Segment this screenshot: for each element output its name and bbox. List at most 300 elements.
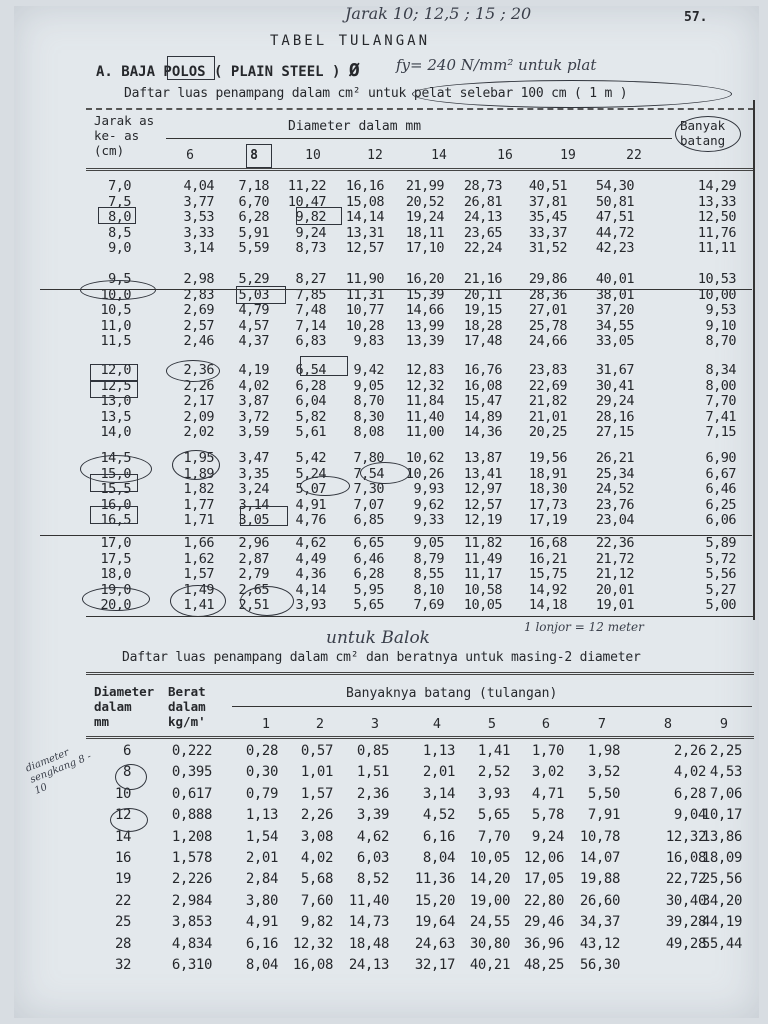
table1-cell: 18,11 xyxy=(405,224,444,241)
table2-cell: 6,28 xyxy=(673,785,706,802)
table1-cell: 14,14 xyxy=(345,209,384,225)
table1-cell: 10,00 xyxy=(697,286,736,303)
table2-cell: 34,20 xyxy=(701,892,742,909)
table2-cell: 7,91 xyxy=(587,807,620,824)
table1-cell: 21,12 xyxy=(595,566,634,582)
table1-row xyxy=(0,424,768,438)
table1-cell: 17,19 xyxy=(528,512,567,528)
table2-banyak-rule xyxy=(232,706,752,707)
table2-cell: 39,28 xyxy=(665,914,706,931)
table1-cell: 7,70 xyxy=(705,393,736,409)
table2-cell: 1,41 xyxy=(477,743,510,759)
berat-cell: 4,834 xyxy=(171,935,212,952)
jarak-cell: 16,5 xyxy=(100,512,131,528)
diameter-cell: 19 xyxy=(114,871,131,888)
table1-cell: 5,07 xyxy=(295,481,326,497)
table1-cell: 6,06 xyxy=(705,512,736,528)
jarak-cell: 12,0 xyxy=(100,362,131,378)
table2-caption: Daftar luas penampang dalam cm² dan beratnya untuk masing-2 diameter xyxy=(122,650,641,665)
table1-cell: 34,55 xyxy=(595,317,634,334)
table1-cell: 22,69 xyxy=(528,377,567,394)
count-header-6: 6 xyxy=(541,716,551,732)
table1-cell: 1,49 xyxy=(183,581,214,598)
table1-cell: 9,05 xyxy=(413,535,444,551)
count-header-7: 7 xyxy=(597,716,607,732)
jarak-cell: 7,0 xyxy=(108,178,131,194)
jarak-cell: 14,5 xyxy=(100,450,131,466)
diameter-header-22: 22 xyxy=(626,148,642,163)
table1-row xyxy=(0,302,768,316)
table1-cell: 13,33 xyxy=(697,193,736,210)
table1-cell: 31,52 xyxy=(528,240,567,256)
table1-cell: 3,47 xyxy=(238,450,269,466)
table2-cell: 0,85 xyxy=(356,743,389,759)
table1-cell: 3,59 xyxy=(238,424,269,440)
table2-cell: 29,46 xyxy=(523,914,564,931)
table1-cell: 2,17 xyxy=(183,393,214,409)
table2-cell: 6,16 xyxy=(422,828,455,845)
table1-cell: 13,41 xyxy=(463,465,502,482)
table1-cell: 16,16 xyxy=(345,178,384,194)
annotation-circle xyxy=(170,585,226,617)
table2-cell: 6,03 xyxy=(356,850,389,866)
count-header-5: 5 xyxy=(487,716,497,732)
table1-cell: 12,19 xyxy=(463,512,502,528)
table2-cell: 19,64 xyxy=(414,914,455,931)
table2-row xyxy=(0,829,768,849)
table1-cell: 12,50 xyxy=(697,209,736,225)
table1-cell: 8,73 xyxy=(295,240,326,256)
handwritten-spacing-note: Jarak 10; 12,5 ; 15 ; 20 xyxy=(345,4,532,23)
table1-cell: 22,24 xyxy=(463,240,502,256)
table1-cell: 6,46 xyxy=(705,481,736,497)
table1-cell: 6,70 xyxy=(238,193,269,210)
table1-cell: 12,83 xyxy=(405,362,444,378)
table1-cell: 27,15 xyxy=(595,424,634,440)
table2-cell: 9,24 xyxy=(531,828,564,845)
table1-cell: 4,37 xyxy=(238,333,269,349)
table1-cell: 29,24 xyxy=(595,393,634,409)
table1-cell: 9,10 xyxy=(705,317,736,334)
table1-cell: 5,61 xyxy=(295,424,326,440)
jarak-cell: 11,5 xyxy=(100,333,131,349)
table1-cell: 1,66 xyxy=(183,535,214,551)
table1-cell: 38,01 xyxy=(595,286,634,303)
table2-cell: 7,70 xyxy=(477,828,510,845)
berat-cell: 1,578 xyxy=(171,850,212,866)
table2-cell: 0,57 xyxy=(300,743,333,759)
table1-cell: 18,30 xyxy=(528,481,567,497)
table2-cell: 36,96 xyxy=(523,935,564,952)
table1-cell: 11,11 xyxy=(697,240,736,256)
table1-cell: 40,51 xyxy=(528,178,567,194)
table1-cell: 7,48 xyxy=(295,302,326,318)
table1-cell: 50,81 xyxy=(595,193,634,210)
jarak-cell: 10,5 xyxy=(100,302,131,318)
table1-cell: 3,93 xyxy=(295,597,326,613)
table2-header-rule xyxy=(86,736,754,739)
table2-cell: 4,71 xyxy=(531,785,564,802)
table1-cell: 10,28 xyxy=(345,317,384,334)
table2-cell: 19,88 xyxy=(579,871,620,888)
jarak-cell: 18,0 xyxy=(100,566,131,582)
jarak-cell: 15,0 xyxy=(100,465,131,482)
handwritten-untuk-balok: untuk Balok xyxy=(326,628,430,648)
table1-cell: 8,34 xyxy=(705,362,736,378)
table1-cell: 10,77 xyxy=(345,302,384,318)
table2-cell: 12,06 xyxy=(523,850,564,866)
table1-cell: 14,92 xyxy=(528,581,567,598)
table1-cell: 5,65 xyxy=(353,597,384,613)
berat-cell: 2,226 xyxy=(171,871,212,888)
table1-cell: 11,22 xyxy=(287,178,326,194)
table1-cell: 7,30 xyxy=(353,481,384,497)
table1-cell: 20,01 xyxy=(595,581,634,598)
table1-cell: 3,14 xyxy=(238,496,269,513)
table1-cell: 13,31 xyxy=(345,224,384,241)
count-header-2: 2 xyxy=(315,716,325,732)
diameter-cell: 8 xyxy=(122,764,131,781)
annotation-circle xyxy=(80,280,156,300)
table1-cell: 7,80 xyxy=(353,450,384,466)
jarak-cell: 8,0 xyxy=(108,209,131,225)
berat-cell: 2,984 xyxy=(171,892,212,909)
table1-cell: 54,30 xyxy=(595,178,634,194)
table1-cell: 27,01 xyxy=(528,302,567,318)
table1-cell: 10,05 xyxy=(463,597,502,613)
table2-cell: 16,08 xyxy=(292,957,333,973)
table1-cell: 2,36 xyxy=(183,362,214,378)
table2-cell: 14,73 xyxy=(348,914,389,931)
table1-cell: 6,04 xyxy=(295,393,326,409)
diameter-cell: 16 xyxy=(114,850,131,866)
table1-cell: 14,18 xyxy=(528,597,567,613)
table1-cell: 2,79 xyxy=(238,566,269,582)
jarak-cell: 7,5 xyxy=(108,193,131,210)
table1-cell: 23,65 xyxy=(463,224,502,241)
table1-cell: 28,16 xyxy=(595,408,634,425)
banyak-circle xyxy=(675,116,741,152)
table2-cell: 40,21 xyxy=(469,957,510,973)
table1-cell: 10,62 xyxy=(405,450,444,466)
table2-cell: 7,60 xyxy=(300,892,333,909)
diameter-cell: 28 xyxy=(114,935,131,952)
table1-cell: 8,27 xyxy=(295,271,326,287)
table1-row xyxy=(0,318,768,332)
table2-cell: 49,28 xyxy=(665,935,706,952)
table1-cell: 3,05 xyxy=(238,512,269,528)
table2-cell: 26,60 xyxy=(579,892,620,909)
table1-cell: 28,73 xyxy=(463,178,502,194)
table1-cell: 26,21 xyxy=(595,450,634,466)
table1-cell: 11,90 xyxy=(345,271,384,287)
table2-cell: 13,86 xyxy=(701,828,742,845)
table1-cell: 19,24 xyxy=(405,209,444,225)
table2-cell: 2,01 xyxy=(245,850,278,866)
table1-diameter-header: Diameter dalam mm xyxy=(288,119,422,134)
table1-cell: 9,93 xyxy=(413,481,444,497)
table2-cell: 34,37 xyxy=(579,914,620,931)
berat-cell: 0,395 xyxy=(171,764,212,781)
table1-cell: 13,39 xyxy=(405,333,444,349)
table1-cell: 10,47 xyxy=(287,193,326,210)
table1-cell: 23,76 xyxy=(595,496,634,513)
diameter-header-12: 12 xyxy=(367,148,383,163)
diameter-cell: 32 xyxy=(114,957,131,973)
table1-cell: 11,84 xyxy=(405,393,444,409)
table1-cell: 2,57 xyxy=(183,317,214,334)
table1-cell: 40,01 xyxy=(595,271,634,287)
jarak-cell: 20,0 xyxy=(100,597,131,613)
table2-cell: 56,30 xyxy=(579,957,620,973)
table1-cell: 6,25 xyxy=(705,496,736,513)
table1-cell: 6,46 xyxy=(353,550,384,567)
table1-cell: 5,42 xyxy=(295,450,326,466)
table2-cell: 3,08 xyxy=(300,828,333,845)
table1-cell: 21,82 xyxy=(528,393,567,409)
table1-cell: 4,04 xyxy=(183,178,214,194)
table1-cell: 5,24 xyxy=(295,465,326,482)
table1-row xyxy=(0,333,768,347)
table1-cell: 20,25 xyxy=(528,424,567,440)
table2-cell: 25,56 xyxy=(701,871,742,888)
table1-cell: 10,58 xyxy=(463,581,502,598)
table1-cell: 2,69 xyxy=(183,302,214,318)
table1-cell: 23,83 xyxy=(528,362,567,378)
table2-cell: 4,53 xyxy=(709,764,742,781)
diameter-header-19: 19 xyxy=(560,148,576,163)
table2-cell: 17,05 xyxy=(523,871,564,888)
table1-cell: 23,04 xyxy=(595,512,634,528)
table1-cell: 1,77 xyxy=(183,496,214,513)
table1-cell: 12,57 xyxy=(463,496,502,513)
table1-cell: 9,82 xyxy=(295,209,326,225)
diameter-cell: 25 xyxy=(114,914,131,931)
annotation-circle xyxy=(82,587,150,611)
table1-cell: 22,36 xyxy=(595,535,634,551)
table1-cell: 12,32 xyxy=(405,377,444,394)
table1-cell: 8,00 xyxy=(705,377,736,394)
table2-cell: 2,26 xyxy=(300,807,333,824)
annotation-box xyxy=(98,207,136,224)
table2-cell: 44,19 xyxy=(701,914,742,931)
table1-cell: 4,76 xyxy=(295,512,326,528)
table1-cell: 16,20 xyxy=(405,271,444,287)
table1-cell: 5,82 xyxy=(295,408,326,425)
table2-banyak-header: Banyaknya batang (tulangan) xyxy=(346,686,558,701)
table1-cell: 4,49 xyxy=(295,550,326,567)
count-header-8: 8 xyxy=(663,716,673,732)
jarak-cell: 12,5 xyxy=(100,377,131,394)
table2-cell: 0,28 xyxy=(245,743,278,759)
page-number: 57. xyxy=(684,10,708,25)
table1-row xyxy=(0,566,768,580)
table1-cell: 8,70 xyxy=(353,393,384,409)
table2-cell: 24,63 xyxy=(414,935,455,952)
table2-cell: 0,30 xyxy=(245,764,278,781)
table2-cell: 4,62 xyxy=(356,828,389,845)
table1-cell: 31,67 xyxy=(595,362,634,378)
table1-cell: 9,62 xyxy=(413,496,444,513)
dia-12-circle xyxy=(110,808,148,832)
table2-cell: 10,78 xyxy=(579,828,620,845)
annotation-box xyxy=(90,377,138,398)
table2-cell: 30,80 xyxy=(469,935,510,952)
table1-cell: 2,96 xyxy=(238,535,269,551)
table1-cell: 8,79 xyxy=(413,550,444,567)
table1-cell: 9,24 xyxy=(295,224,326,241)
diameter-cell: 6 xyxy=(122,743,131,759)
table1-cell: 6,67 xyxy=(705,465,736,482)
table1-cell: 2,98 xyxy=(183,271,214,287)
table2-row xyxy=(0,850,768,870)
table1-cell: 1,57 xyxy=(183,566,214,582)
table2-cell: 24,13 xyxy=(348,957,389,973)
table1-cell: 11,40 xyxy=(405,408,444,425)
table2-cell: 16,08 xyxy=(665,850,706,866)
diameter-cell: 14 xyxy=(114,828,131,845)
table2-cell: 4,91 xyxy=(245,914,278,931)
table2-cell: 3,02 xyxy=(531,764,564,781)
table1-cell: 3,24 xyxy=(238,481,269,497)
table2-cell: 1,51 xyxy=(356,764,389,781)
handwritten-sengkang: diameter sengkang 8 - 10 xyxy=(24,747,93,797)
table1-cell: 3,87 xyxy=(238,393,269,409)
table1-cell: 9,83 xyxy=(353,333,384,349)
count-header-3: 3 xyxy=(370,716,380,732)
table1-strike-2 xyxy=(40,535,752,536)
table1-cell: 3,14 xyxy=(183,240,214,256)
section-a-label: A. BAJA POLOS ( PLAIN STEEL ) xyxy=(96,64,341,80)
table1-cell: 16,21 xyxy=(528,550,567,567)
table1-cell: 7,14 xyxy=(295,317,326,334)
table1-cell: 2,83 xyxy=(183,286,214,303)
table1-cell: 18,91 xyxy=(528,465,567,482)
table1-cell: 11,17 xyxy=(463,566,502,582)
table1-cell: 17,73 xyxy=(528,496,567,513)
table1-row xyxy=(0,535,768,549)
jarak-cell: 17,5 xyxy=(100,550,131,567)
table1-cell: 17,48 xyxy=(463,333,502,349)
table1-cell: 5,95 xyxy=(353,581,384,598)
table2-cell: 5,68 xyxy=(300,871,333,888)
table1-cell: 42,23 xyxy=(595,240,634,256)
table1-cell: 6,83 xyxy=(295,333,326,349)
right-margin-line xyxy=(753,100,755,620)
table2-cell: 4,52 xyxy=(422,807,455,824)
table2-row xyxy=(0,743,768,763)
table1-cell: 21,16 xyxy=(463,271,502,287)
table2-cell: 15,20 xyxy=(414,892,455,909)
table2-row xyxy=(0,786,768,806)
table2-cell: 8,04 xyxy=(422,850,455,866)
annotation-circle xyxy=(172,450,220,480)
table2-cell: 48,25 xyxy=(523,957,564,973)
table2-cell: 14,07 xyxy=(579,850,620,866)
handwritten-lonjor: 1 lonjor = 12 meter xyxy=(524,620,644,634)
table1-cell: 6,65 xyxy=(353,535,384,551)
table1-cell: 4,36 xyxy=(295,566,326,582)
table2-cell: 4,02 xyxy=(300,850,333,866)
table2-cell: 5,78 xyxy=(531,807,564,824)
table1-row xyxy=(0,178,768,192)
table1-cell: 1,62 xyxy=(183,550,214,567)
table1-cell: 7,41 xyxy=(705,408,736,425)
table2-cell: 10,05 xyxy=(469,850,510,866)
berat-cell: 3,853 xyxy=(171,914,212,931)
table1-cell: 33,05 xyxy=(595,333,634,349)
table1-cell: 24,13 xyxy=(463,209,502,225)
annotation-circle xyxy=(80,455,152,483)
table2-cell: 3,14 xyxy=(422,785,455,802)
table1-cell: 3,53 xyxy=(183,209,214,225)
annotation-circle xyxy=(166,360,220,382)
table1-cell: 37,81 xyxy=(528,193,567,210)
table2-cell: 32,17 xyxy=(414,957,455,973)
table1-cell: 21,72 xyxy=(595,550,634,567)
diameter-header-10: 10 xyxy=(305,148,321,163)
table2-cell: 1,13 xyxy=(422,743,455,759)
table2-cell: 8,52 xyxy=(356,871,389,888)
table1-cell: 7,18 xyxy=(238,178,269,194)
table1-cell: 5,03 xyxy=(238,286,269,303)
table1-cell: 47,51 xyxy=(595,209,634,225)
table1-cell: 4,62 xyxy=(295,535,326,551)
table1-cell: 9,33 xyxy=(413,512,444,528)
table1-diameter-rule xyxy=(166,138,672,139)
table1-cell: 5,59 xyxy=(238,240,269,256)
table1-cell: 1,95 xyxy=(183,450,214,466)
table2-cell: 8,04 xyxy=(245,957,278,973)
table2-cell: 22,80 xyxy=(523,892,564,909)
table2-cell: 0,79 xyxy=(245,785,278,802)
berat-cell: 0,888 xyxy=(171,807,212,824)
table1-cell: 11,00 xyxy=(405,424,444,440)
table1-cell: 2,46 xyxy=(183,333,214,349)
table1-cell: 2,09 xyxy=(183,408,214,425)
table1-cell: 4,79 xyxy=(238,302,269,318)
table1-cell: 17,10 xyxy=(405,240,444,256)
berat-cell: 0,222 xyxy=(171,743,212,759)
annotation-circle xyxy=(300,476,350,496)
table1-cell: 14,89 xyxy=(463,408,502,425)
berat-cell: 0,617 xyxy=(171,785,212,802)
table1-cell: 9,05 xyxy=(353,377,384,394)
table1-cell: 24,66 xyxy=(528,333,567,349)
table1-cell: 4,14 xyxy=(295,581,326,598)
table2-cell: 19,00 xyxy=(469,892,510,909)
table1-cell: 4,57 xyxy=(238,317,269,334)
table1-jarak-header: Jarak as ke- as (cm) xyxy=(94,113,155,158)
table2-row xyxy=(0,936,768,956)
annotation-box xyxy=(296,207,342,225)
table1-cell: 33,37 xyxy=(528,224,567,241)
table2-cell: 3,52 xyxy=(587,764,620,781)
handwritten-fy-note: fy= 240 N/mm² untuk plat xyxy=(396,56,597,74)
table2-cell: 2,25 xyxy=(709,743,742,759)
table1-cell: 30,41 xyxy=(595,377,634,394)
table1-cell: 20,52 xyxy=(405,193,444,210)
count-header-1: 1 xyxy=(261,716,271,732)
jarak-cell: 9,0 xyxy=(108,240,131,256)
table1-cell: 10,26 xyxy=(405,465,444,482)
table2-cell: 12,32 xyxy=(292,935,333,952)
count-header-4: 4 xyxy=(432,716,442,732)
table1-cell: 5,72 xyxy=(705,550,736,567)
table2-cell: 2,84 xyxy=(245,871,278,888)
table2-cell: 11,40 xyxy=(348,892,389,909)
table2-cell: 18,09 xyxy=(701,850,742,866)
